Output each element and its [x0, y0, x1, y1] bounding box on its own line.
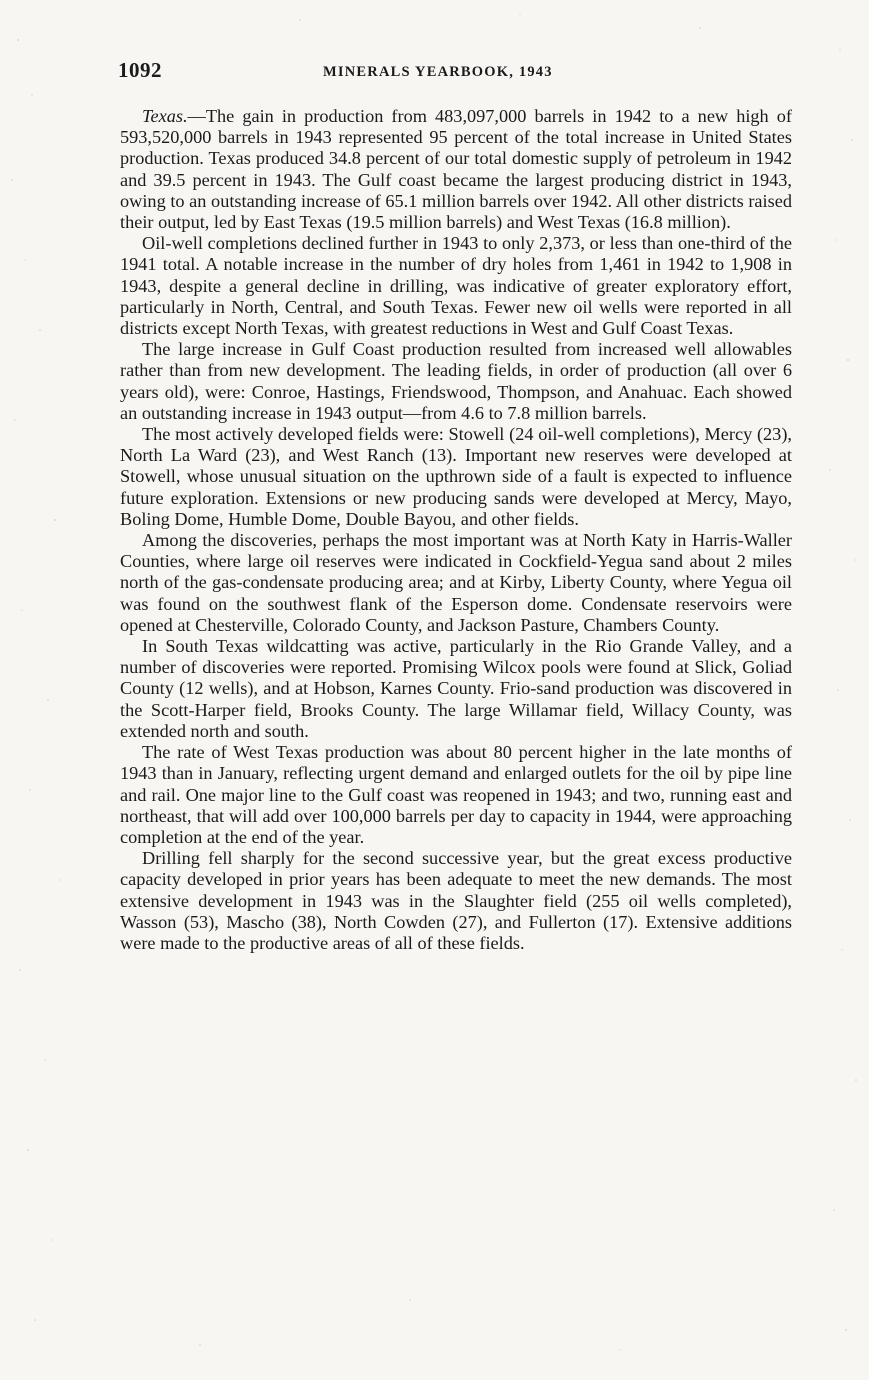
paragraph-oil-well-completions — [120, 233, 792, 339]
paragraph-developed-fields — [120, 424, 792, 530]
paragraph-text: The large increase in Gulf Coast production resulted from increased well allowables rather than from new development. The leading fields, in order of production (all over 6 years old), were: Conroe, Hastings, Friendswood, Thompson, and Anahuac. Each showed an outstanding increase in 1943 output—from 4.6 to 7.8 million barrels. — [120, 339, 792, 423]
page-header — [118, 58, 798, 90]
paragraph-drilling — [120, 848, 792, 954]
paragraph-south-texas — [120, 636, 792, 742]
paragraph-text: In South Texas wildcatting was active, particularly in the Rio Grande Valley, and a number of discoveries were reported. Promising Wilcox pools were found at Slick, Goliad County (12 wells), and at Hobson, Karnes County. Frio-sand production was discovered in the Scott-Harper field, Brooks County. The large Willamar field, Willacy County, was extended north and south. — [120, 636, 792, 741]
paragraph-discoveries — [120, 530, 792, 636]
paragraph-text: Among the discoveries, perhaps the most important was at North Katy in Harris-Waller Counties, where large oil reserves were indicated in Cockfield-Yegua sand about 2 miles north of the gas-condensate producing area; and at Kirby, Liberty County, where Yegua oil was found on the southwest flank of the Esperson dome. Condensate reservoirs were opened at Chesterville, Colorado County, and Jackson Pasture, Chambers County. — [120, 530, 792, 635]
paragraph-text: The most actively developed fields were: Stowell (24 oil-well completions), Mercy (23), North La Ward (23), and West Ranch (13). Important new reserves were developed at Stowell, whose unusual situation on the upthrown side of a fault is expected to influence future exploration. Extensions or new producing sands were developed at Mercy, Mayo, Boling Dome, Humble Dome, Double Bayou, and other fields. — [120, 424, 792, 529]
paragraph-text: The rate of West Texas production was about 80 percent higher in the late months of 1943 than in January, reflecting urgent demand and enlarged outlets for the oil by pipe line and rail. One major line to the Gulf coast was reopened in 1943; and two, running east and northeast, that will add over 100,000 barrels per day to capacity in 1944, were approaching completion at the end of the year. — [120, 742, 792, 847]
page-number: 1092 — [118, 58, 162, 82]
paragraph-text: Oil-well completions declined further in 1943 to only 2,373, or less than one-third of the 1941 total. A notable increase in the number of dry holes from 1,461 in 1942 to 1,908 in 1943, despite a general decline in drilling, was indicative of greater exploratory effort, particularly in North, Central, and South Texas. Fewer new oil wells were reported in all districts except North Texas, with greatest reductions in West and Gulf Coast Texas. — [120, 233, 792, 339]
paragraph-text: Drilling fell sharply for the second successive year, but the great excess productive capacity developed in prior years has been adequate to meet the new demands. The most extensive development in 1943 was in the Slaughter field (255 oil wells completed), Wasson (53), Mascho (38), North Cowden (27), and Fullerton (17). Extensive additions were made to the productive areas of all of these fields. — [120, 848, 792, 953]
running-title: MINERALS YEARBOOK, 1943 — [323, 64, 553, 80]
paragraph-west-texas-rate — [120, 742, 792, 848]
paragraph-texas-production — [120, 106, 792, 233]
body-text — [120, 106, 792, 954]
paragraph-gulf-coast-production — [120, 339, 792, 424]
paragraph-text: —The gain in production from 483,097,000 barrels in 1942 to a new high of 593,520,000 barrels in 1943 represented 95 percent of the total increase in United States production. Texas produced 34.8 percent of our total domestic supply of petroleum in 1942 and 39.5 percent in 1943. The Gulf coast became the largest producing district in 1943, owing to an outstanding increase of 65.1 million barrels over 1942. All other districts raised their output, led by East Texas (19.5 million barrels) and West Texas (16.8 million). — [120, 106, 792, 233]
section-lead-texas: Texas. — [142, 106, 188, 126]
